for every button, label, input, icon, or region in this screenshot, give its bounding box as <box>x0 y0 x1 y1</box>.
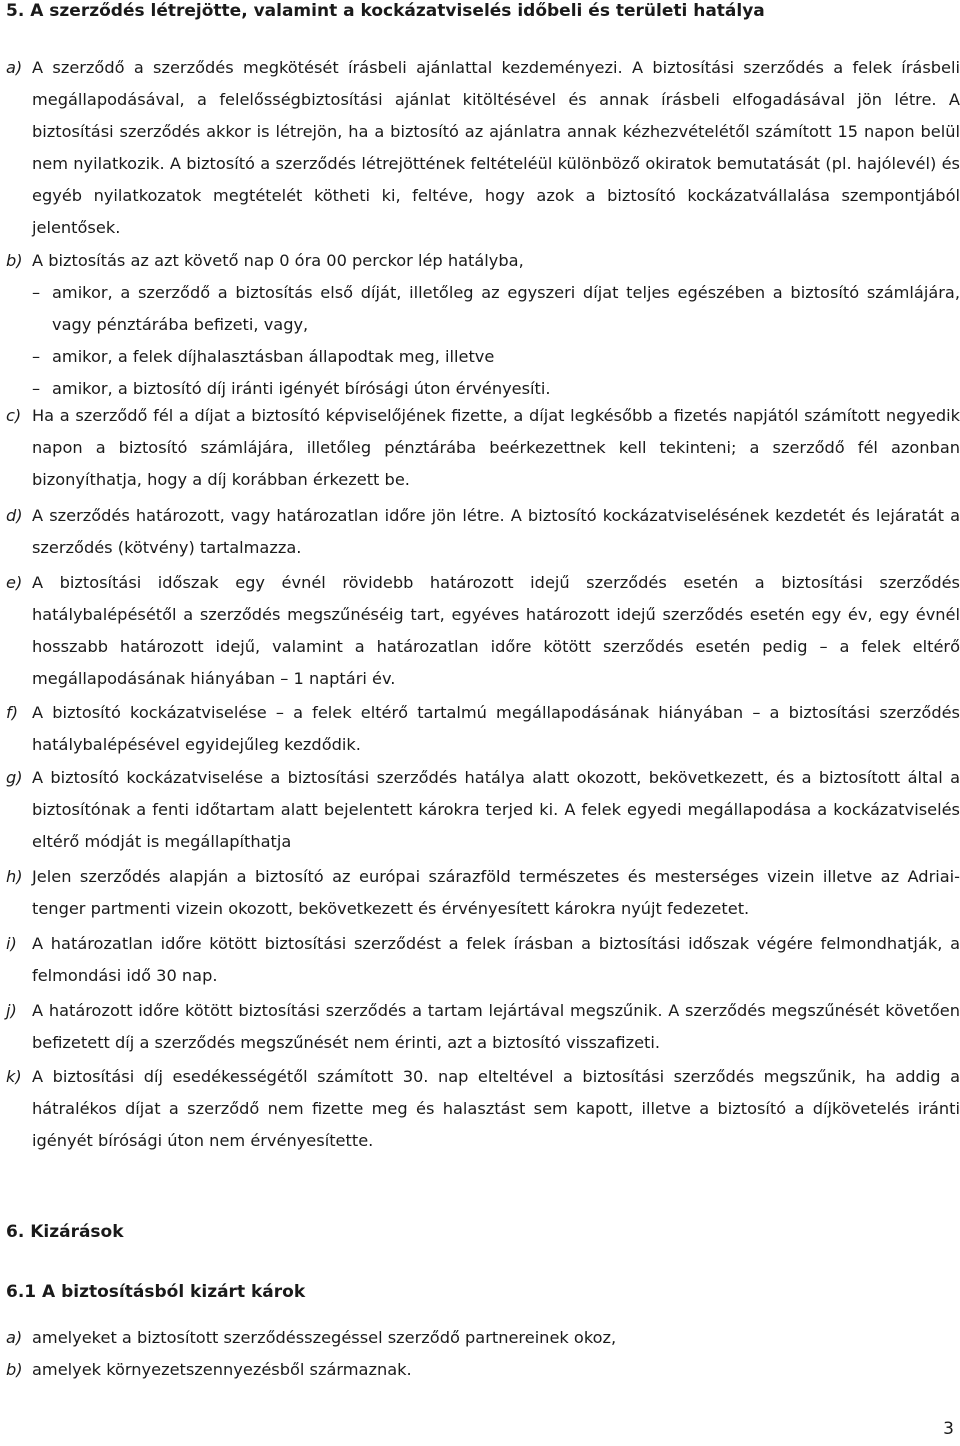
item-text: A határozatlan időre kötött biztosítási szerződést a felek írásban a biztosítási időszak végére felmondhatják, a felmondási idő 30 nap. <box>32 934 960 985</box>
item-label: a) <box>6 58 23 77</box>
item-text: A biztosítási díj esedékességétől számított 30. nap elteltével a biztosítási szerződés megszűnik, ha addig a hátralékos díjat a szerződő nem fizette meg és halasztást sem kapott, illetve a biztosító a díjkövetelés iránti igényét bírósági úton nem érvényesítette. <box>32 1067 960 1150</box>
item-label: i) <box>6 934 17 953</box>
item-body <box>32 245 960 405</box>
list-item-c <box>6 400 960 496</box>
item-label: g) <box>6 768 23 787</box>
item-label: f) <box>6 703 19 722</box>
item-text: A határozott időre kötött biztosítási szerződés a tartam lejártával megszűnik. A szerződés megszűnését követően befizetett díj a szerződés megszűnését nem érinti, azt a biztosító visszafizeti. <box>32 1001 960 1052</box>
section-6-title: 6. Kizárások <box>6 1222 124 1242</box>
item-label: h) <box>6 867 23 886</box>
list-item-k <box>6 1061 960 1157</box>
item-label: d) <box>6 506 23 525</box>
dash-icon: – <box>32 379 41 398</box>
list-item-a <box>6 52 960 244</box>
dash-item: – amikor, a felek díjhalasztásban állapodtak meg, illetve <box>32 341 960 373</box>
list-item-d <box>6 500 960 564</box>
item-text: Ha a szerződő fél a díjat a biztosító képviselőjének fizette, a díjat legkésőbb a fizetés napjától számított negyedik napon a biztosító számlájára, illetőleg pénztárába beérkezettnek kell tekinteni; a szerződő fél azonban bizonyíthatja, hogy a díj korábban érkezett be. <box>32 406 960 489</box>
list-item-g <box>6 762 960 858</box>
list-item-h <box>6 861 960 925</box>
page-number: 3 <box>943 1419 954 1439</box>
item-label: a) <box>6 1328 23 1347</box>
item-text: amelyeket a biztosított szerződésszegéssel szerződő partnereinek okoz, <box>32 1328 617 1347</box>
item-label: b) <box>6 1360 23 1379</box>
item-text: Jelen szerződés alapján a biztosító az európai szárazföld természetes és mesterséges vizein illetve az Adriai-tenger partmenti vizein okozott, bekövetkezett és érvényesített károkra nyújt fedezetet. <box>32 867 960 918</box>
list-item-j <box>6 995 960 1059</box>
item-text: A biztosító kockázatviselése – a felek eltérő tartalmú megállapodásának hiányában – a biztosítási szerződés hatálybalépésével egyidejűleg kezdődik. <box>32 703 960 754</box>
section-5-title: 5. A szerződés létrejötte, valamint a kockázatviselés időbeli és területi hatálya <box>6 1 765 21</box>
exclusion-item-a <box>6 1322 960 1354</box>
dash-item: – amikor, a szerződő a biztosítás első díját, illetőleg az egyszeri díjat teljes egészében a biztosító számlájára, vagy pénztárába befizeti, vagy, <box>32 277 960 341</box>
dash-icon: – <box>32 347 41 366</box>
item-text: A szerződő a szerződés megkötését írásbeli ajánlattal kezdeményezi. A biztosítási szerződés a felek írásbeli megállapodásával, a felelősségbiztosítási ajánlat kitöltésével és annak írásbeli elfogadásával jön létre. A biztosítási szerződés akkor is létrejön, ha a biztosító az ajánlatra annak kézhezvételétől számított 15 napon belül nem nyilatkozik. A biztosító a szerződés létrejöttének feltételéül különböző okiratok bemutatását (pl. hajólevél) és egyéb nyilatkozatok megtételét kötheti ki, feltéve, hogy azok a biztosító kockázatvállalása szempontjából jelentősek. <box>32 58 960 237</box>
item-text: amelyek környezetszennyezésből származnak. <box>32 1360 412 1379</box>
dash-item: – amikor, a biztosító díj iránti igényét bírósági úton érvényesíti. <box>32 373 960 405</box>
item-label: k) <box>6 1067 22 1086</box>
item-text: A biztosító kockázatviselése a biztosítási szerződés hatálya alatt okozott, bekövetkezett, és a biztosított által a biztosítónak a fenti időtartam alatt bejelentett károkra terjed ki. A felek egyedi megállapodása a kockázatviselés eltérő módját is megállapíthatja <box>32 768 960 851</box>
item-text: A szerződés határozott, vagy határozatlan időre jön létre. A biztosító kockázatviselésének kezdetét és lejáratát a szerződés (kötvény) tartalmazza. <box>32 506 960 557</box>
item-text: A biztosítás az azt követő nap 0 óra 00 perckor lép hatályba, <box>32 251 524 270</box>
item-label: b) <box>6 251 23 270</box>
list-item-i <box>6 928 960 992</box>
subsection-6-1-title: 6.1 A biztosításból kizárt károk <box>6 1282 306 1302</box>
item-label: c) <box>6 406 22 425</box>
exclusion-item-b <box>6 1354 960 1386</box>
item-text: A biztosítási időszak egy évnél rövidebb határozott idejű szerződés esetén a biztosítási szerződés hatálybalépésétől a szerződés megszűnéséig tart, egyéves határozott idejű szerződés esetén egy év, egy évnél hosszabb határozott idejű, valamint a határozatlan időre kötött szerződés esetén pedig – a felek eltérő megállapodásának hiányában – 1 naptári év. <box>32 573 960 688</box>
list-item-e <box>6 567 960 695</box>
dash-icon: – <box>32 283 41 302</box>
list-item-b <box>6 245 960 405</box>
item-label: j) <box>6 1001 17 1020</box>
item-label: e) <box>6 573 23 592</box>
list-item-f <box>6 697 960 761</box>
